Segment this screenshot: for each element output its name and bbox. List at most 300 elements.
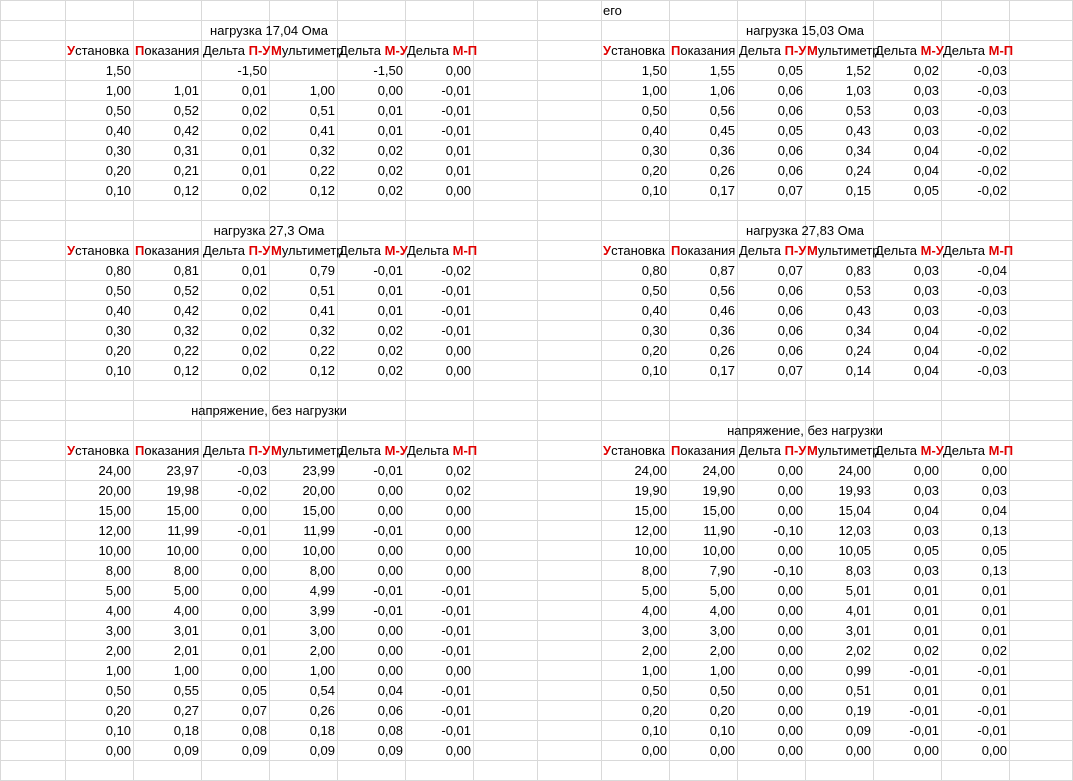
table-cell[interactable]: 0,02 [913, 63, 939, 78]
table-cell[interactable]: -0,01 [373, 263, 403, 278]
table-cell[interactable]: 0,00 [777, 663, 803, 678]
table-cell[interactable]: 0,07 [777, 263, 803, 278]
table-cell[interactable]: 0,40 [641, 303, 667, 318]
table-cell[interactable]: 0,02 [913, 643, 939, 658]
table-cell[interactable]: -0,01 [441, 683, 471, 698]
table-cell[interactable]: -0,02 [977, 343, 1007, 358]
column-header[interactable]: Дельта П-У [203, 243, 271, 258]
table-cell[interactable]: 0,06 [777, 143, 803, 158]
table-cell[interactable]: 0,13 [981, 563, 1007, 578]
column-header[interactable]: Установка [603, 443, 666, 458]
table-cell[interactable]: 24,00 [838, 463, 871, 478]
table-cell[interactable]: -0,10 [773, 563, 803, 578]
table-cell[interactable]: 0,00 [777, 503, 803, 518]
table-cell[interactable]: 0,80 [105, 263, 131, 278]
column-header[interactable]: Установка [603, 243, 666, 258]
table-cell[interactable]: 0,03 [913, 123, 939, 138]
table-cell[interactable]: -0,01 [441, 303, 471, 318]
table-cell[interactable]: 0,03 [913, 303, 939, 318]
table-cell[interactable]: 0,24 [845, 163, 871, 178]
table-cell[interactable]: 0,20 [105, 703, 131, 718]
table-cell[interactable]: 24,00 [702, 463, 735, 478]
table-cell[interactable]: 1,01 [173, 83, 199, 98]
table-cell[interactable]: 0,00 [377, 623, 403, 638]
table-cell[interactable]: 4,00 [709, 603, 735, 618]
table-cell[interactable]: 0,00 [445, 563, 471, 578]
table-cell[interactable]: 0,53 [845, 103, 871, 118]
table-cell[interactable]: 0,02 [377, 323, 403, 338]
table-cell[interactable]: 0,01 [241, 163, 267, 178]
column-header[interactable]: Показания [671, 443, 736, 458]
table-cell[interactable]: 0,00 [241, 663, 267, 678]
table-cell[interactable]: 0,04 [913, 163, 939, 178]
table-cell[interactable]: 0,04 [981, 503, 1007, 518]
table-cell[interactable]: 0,32 [309, 323, 335, 338]
table-cell[interactable]: -0,01 [441, 623, 471, 638]
table-cell[interactable]: 0,03 [913, 83, 939, 98]
table-cell[interactable]: 0,08 [241, 723, 267, 738]
table-cell[interactable]: 10,00 [98, 543, 131, 558]
table-cell[interactable]: 0,26 [309, 703, 335, 718]
table-cell[interactable]: -0,01 [977, 663, 1007, 678]
table-cell[interactable]: 0,22 [309, 343, 335, 358]
table-cell[interactable]: 0,20 [641, 343, 667, 358]
table-cell[interactable]: 20,00 [302, 483, 335, 498]
table-cell[interactable]: 20,00 [98, 483, 131, 498]
table-cell[interactable]: 0,00 [445, 543, 471, 558]
table-cell[interactable]: 4,00 [173, 603, 199, 618]
table-cell[interactable]: 0,02 [241, 363, 267, 378]
table-cell[interactable]: -0,01 [441, 123, 471, 138]
table-cell[interactable]: 0,24 [845, 343, 871, 358]
table-cell[interactable]: 0,00 [777, 463, 803, 478]
table-cell[interactable]: -0,01 [441, 103, 471, 118]
table-cell[interactable]: -0,02 [237, 483, 267, 498]
column-header[interactable]: Дельта П-У [739, 243, 807, 258]
column-header[interactable]: Дельта П-У [203, 43, 271, 58]
table-cell[interactable]: 0,00 [241, 563, 267, 578]
table-cell[interactable]: 10,00 [166, 543, 199, 558]
table-cell[interactable]: 0,02 [241, 283, 267, 298]
table-cell[interactable]: 0,00 [241, 503, 267, 518]
column-header[interactable]: Дельта М-У [339, 43, 408, 58]
column-header[interactable]: Дельта М-У [875, 43, 944, 58]
table-cell[interactable]: -0,01 [441, 603, 471, 618]
table-cell[interactable]: 0,01 [377, 103, 403, 118]
table-cell[interactable]: 5,00 [173, 583, 199, 598]
column-header[interactable]: Установка [67, 443, 130, 458]
table-cell[interactable]: 3,01 [845, 623, 871, 638]
table-cell[interactable]: 0,50 [641, 103, 667, 118]
table-cell[interactable]: 0,02 [377, 183, 403, 198]
table-cell[interactable]: 0,26 [709, 343, 735, 358]
table-cell[interactable]: 0,17 [709, 363, 735, 378]
column-header[interactable]: Мультиметр [807, 43, 880, 58]
table-cell[interactable]: -0,03 [977, 63, 1007, 78]
table-cell[interactable]: 0,13 [981, 523, 1007, 538]
table-cell[interactable]: 3,00 [309, 623, 335, 638]
table-cell[interactable]: 0,19 [845, 703, 871, 718]
table-cell[interactable]: 0,20 [105, 343, 131, 358]
table-cell[interactable]: 0,30 [105, 143, 131, 158]
table-cell[interactable]: 0,02 [445, 483, 471, 498]
table-cell[interactable]: 0,00 [777, 683, 803, 698]
table-cell[interactable]: 0,87 [709, 263, 735, 278]
table-cell[interactable]: -0,03 [977, 363, 1007, 378]
table-cell[interactable]: -0,02 [977, 163, 1007, 178]
table-cell[interactable]: 0,81 [173, 263, 199, 278]
table-cell[interactable]: 0,03 [913, 283, 939, 298]
table-cell[interactable]: 0,09 [173, 743, 199, 758]
table-cell[interactable]: 0,06 [777, 83, 803, 98]
column-header[interactable]: Дельта М-П [943, 243, 1014, 258]
table-cell[interactable]: 2,01 [173, 643, 199, 658]
table-cell[interactable]: 1,50 [105, 63, 131, 78]
table-cell[interactable]: 0,03 [981, 483, 1007, 498]
table-cell[interactable]: 0,00 [913, 463, 939, 478]
table-cell[interactable]: 0,00 [377, 643, 403, 658]
table-cell[interactable]: 0,03 [913, 483, 939, 498]
table-cell[interactable]: 0,00 [777, 643, 803, 658]
table-cell[interactable]: 0,20 [641, 163, 667, 178]
table-cell[interactable]: 0,21 [173, 163, 199, 178]
table-cell[interactable]: 0,22 [173, 343, 199, 358]
table-cell[interactable]: 0,06 [377, 703, 403, 718]
column-header[interactable]: Дельта М-П [407, 43, 478, 58]
table-cell[interactable]: 11,99 [167, 523, 199, 538]
table-cell[interactable]: 19,90 [702, 483, 735, 498]
table-cell[interactable]: 0,04 [913, 143, 939, 158]
column-header[interactable]: Дельта М-У [875, 243, 944, 258]
table-cell[interactable]: 0,03 [913, 263, 939, 278]
column-header[interactable]: Показания [135, 243, 200, 258]
table-cell[interactable]: 8,00 [105, 563, 131, 578]
column-header[interactable]: Мультиметр [271, 243, 344, 258]
table-cell[interactable]: -0,03 [977, 303, 1007, 318]
table-cell[interactable]: 0,02 [241, 343, 267, 358]
table-cell[interactable]: 0,27 [173, 703, 199, 718]
table-cell[interactable]: 0,32 [309, 143, 335, 158]
table-cell[interactable]: 0,06 [777, 163, 803, 178]
table-cell[interactable]: 0,56 [709, 283, 735, 298]
table-cell[interactable]: 0,00 [981, 463, 1007, 478]
table-cell[interactable]: 0,04 [377, 683, 403, 698]
table-cell[interactable]: 3,00 [105, 623, 131, 638]
column-header[interactable]: Дельта М-У [339, 443, 408, 458]
table-cell[interactable]: 0,30 [641, 323, 667, 338]
table-cell[interactable]: 1,52 [845, 63, 871, 78]
column-header[interactable]: Дельта П-У [739, 43, 807, 58]
table-cell[interactable]: 0,02 [241, 183, 267, 198]
table-cell[interactable]: 0,04 [913, 343, 939, 358]
table-cell[interactable]: 4,01 [845, 603, 871, 618]
table-cell[interactable]: 0,10 [105, 363, 131, 378]
table-cell[interactable]: 0,00 [777, 483, 803, 498]
table-cell[interactable]: 0,51 [845, 683, 871, 698]
table-cell[interactable]: 0,99 [845, 663, 871, 678]
table-cell[interactable]: 19,98 [166, 483, 199, 498]
table-cell[interactable]: 0,00 [377, 83, 403, 98]
table-cell[interactable]: 12,00 [98, 523, 131, 538]
column-header[interactable]: Установка [67, 43, 130, 58]
table-cell[interactable]: 1,00 [173, 663, 199, 678]
table-cell[interactable]: 12,03 [838, 523, 871, 538]
table-cell[interactable]: 0,05 [913, 183, 939, 198]
table-cell[interactable]: 2,00 [641, 643, 667, 658]
table-cell[interactable]: 0,01 [241, 83, 267, 98]
table-cell[interactable]: 0,01 [241, 263, 267, 278]
table-cell[interactable]: 5,01 [845, 583, 871, 598]
table-cell[interactable]: 4,00 [641, 603, 667, 618]
table-cell[interactable]: 0,01 [377, 283, 403, 298]
table-cell[interactable]: 0,26 [709, 163, 735, 178]
table-cell[interactable]: -1,50 [373, 63, 403, 78]
table-cell[interactable]: 0,00 [445, 183, 471, 198]
column-header[interactable]: Мультиметр [807, 243, 880, 258]
column-header[interactable]: Показания [671, 243, 736, 258]
table-cell[interactable]: 0,01 [913, 583, 939, 598]
table-cell[interactable]: 0,09 [241, 743, 267, 758]
table-cell[interactable]: 0,01 [377, 123, 403, 138]
table-cell[interactable]: 0,56 [709, 103, 735, 118]
table-cell[interactable]: 0,07 [777, 363, 803, 378]
table-cell[interactable]: 0,07 [241, 703, 267, 718]
column-header[interactable]: Мультиметр [271, 43, 344, 58]
table-cell[interactable]: -0,01 [441, 83, 471, 98]
table-cell[interactable]: -0,01 [441, 323, 471, 338]
table-cell[interactable]: 15,00 [166, 503, 199, 518]
table-cell[interactable]: 0,41 [309, 303, 335, 318]
table-cell[interactable]: 1,00 [105, 663, 131, 678]
table-cell[interactable]: -0,01 [977, 703, 1007, 718]
table-cell[interactable]: 4,00 [105, 603, 131, 618]
table-cell[interactable]: 0,55 [173, 683, 199, 698]
table-cell[interactable]: 24,00 [98, 463, 131, 478]
table-cell[interactable]: 5,00 [641, 583, 667, 598]
table-cell[interactable]: 1,03 [845, 83, 871, 98]
table-cell[interactable]: 0,09 [309, 743, 335, 758]
table-cell[interactable]: -0,02 [977, 323, 1007, 338]
table-cell[interactable]: 0,01 [981, 583, 1007, 598]
column-header[interactable]: Дельта М-У [875, 443, 944, 458]
table-cell[interactable]: 0,00 [377, 503, 403, 518]
table-cell[interactable]: 0,00 [777, 543, 803, 558]
table-cell[interactable]: 0,02 [981, 643, 1007, 658]
table-cell[interactable]: 1,06 [709, 83, 735, 98]
table-cell[interactable]: -0,04 [977, 263, 1007, 278]
table-cell[interactable]: -0,02 [441, 263, 471, 278]
table-cell[interactable]: 0,50 [709, 683, 735, 698]
table-cell[interactable]: 0,52 [173, 283, 199, 298]
table-cell[interactable]: 0,01 [981, 683, 1007, 698]
table-cell[interactable]: 11,99 [303, 523, 335, 538]
table-cell[interactable]: 3,01 [173, 623, 199, 638]
table-cell[interactable]: 0,03 [913, 523, 939, 538]
table-cell[interactable] [133, 61, 201, 81]
table-cell[interactable]: 0,00 [777, 723, 803, 738]
table-cell[interactable]: 15,00 [634, 503, 667, 518]
column-header[interactable]: Дельта М-П [943, 443, 1014, 458]
table-cell[interactable]: 0,00 [445, 63, 471, 78]
table-cell[interactable]: -0,01 [373, 463, 403, 478]
table-cell[interactable]: 0,40 [105, 303, 131, 318]
table-cell[interactable]: 1,50 [641, 63, 667, 78]
table-cell[interactable]: 0,31 [173, 143, 199, 158]
table-cell[interactable]: -0,01 [441, 703, 471, 718]
table-cell[interactable]: -0,02 [977, 123, 1007, 138]
table-cell[interactable]: 0,01 [445, 143, 471, 158]
table-cell[interactable]: 0,22 [309, 163, 335, 178]
table-cell[interactable]: 0,10 [105, 183, 131, 198]
table-cell[interactable] [269, 61, 337, 81]
table-cell[interactable]: 15,00 [98, 503, 131, 518]
table-cell[interactable]: 0,30 [105, 323, 131, 338]
table-cell[interactable]: 0,02 [445, 463, 471, 478]
table-cell[interactable]: 0,10 [709, 723, 735, 738]
table-cell[interactable]: 0,32 [173, 323, 199, 338]
table-cell[interactable]: 0,51 [309, 283, 335, 298]
table-cell[interactable]: 23,99 [302, 463, 335, 478]
table-cell[interactable]: 0,00 [981, 743, 1007, 758]
table-cell[interactable]: 0,10 [105, 723, 131, 738]
table-cell[interactable]: 0,12 [309, 183, 335, 198]
column-header[interactable]: Дельта М-П [943, 43, 1014, 58]
column-header[interactable]: Установка [603, 43, 666, 58]
table-cell[interactable]: 1,00 [309, 83, 335, 98]
table-cell[interactable]: 3,99 [309, 603, 335, 618]
table-cell[interactable]: 0,36 [709, 323, 735, 338]
table-cell[interactable]: -0,01 [441, 583, 471, 598]
table-cell[interactable]: 0,00 [445, 503, 471, 518]
table-cell[interactable]: 0,02 [241, 103, 267, 118]
table-cell[interactable]: 0,00 [445, 343, 471, 358]
table-cell[interactable]: 24,00 [634, 463, 667, 478]
table-cell[interactable]: 15,00 [702, 503, 735, 518]
table-cell[interactable]: 0,01 [241, 623, 267, 638]
table-cell[interactable]: 0,00 [377, 563, 403, 578]
table-cell[interactable]: 0,00 [445, 663, 471, 678]
table-cell[interactable]: 0,00 [105, 743, 131, 758]
table-cell[interactable]: -0,02 [977, 183, 1007, 198]
table-cell[interactable]: 0,30 [641, 143, 667, 158]
table-cell[interactable]: 0,20 [709, 703, 735, 718]
table-cell[interactable]: 0,10 [641, 183, 667, 198]
table-cell[interactable]: -0,10 [773, 523, 803, 538]
table-cell[interactable]: 0,34 [845, 143, 871, 158]
table-cell[interactable]: 0,06 [777, 283, 803, 298]
table-cell[interactable]: 0,00 [377, 663, 403, 678]
column-header[interactable]: Дельта М-П [407, 443, 478, 458]
table-cell[interactable]: 0,09 [845, 723, 871, 738]
table-cell[interactable]: 0,05 [981, 543, 1007, 558]
table-cell[interactable]: 0,00 [709, 743, 735, 758]
table-cell[interactable]: 4,99 [309, 583, 335, 598]
table-cell[interactable]: 0,00 [777, 603, 803, 618]
table-cell[interactable]: -0,01 [441, 283, 471, 298]
column-header[interactable]: Установка [67, 243, 130, 258]
table-cell[interactable]: 0,06 [777, 103, 803, 118]
table-cell[interactable]: -0,03 [977, 283, 1007, 298]
column-header[interactable]: Мультиметр [807, 443, 880, 458]
table-cell[interactable]: 2,00 [105, 643, 131, 658]
table-cell[interactable]: 7,90 [709, 563, 735, 578]
table-cell[interactable]: 0,01 [445, 163, 471, 178]
table-cell[interactable]: 0,52 [173, 103, 199, 118]
column-header[interactable]: Показания [671, 43, 736, 58]
table-cell[interactable]: 0,43 [845, 303, 871, 318]
table-cell[interactable]: -0,01 [373, 523, 403, 538]
table-cell[interactable]: 8,00 [641, 563, 667, 578]
table-cell[interactable]: 10,00 [634, 543, 667, 558]
table-cell[interactable]: 5,00 [709, 583, 735, 598]
table-cell[interactable]: 0,06 [777, 323, 803, 338]
table-cell[interactable]: 0,79 [309, 263, 335, 278]
table-cell[interactable]: 0,03 [913, 563, 939, 578]
table-cell[interactable]: 2,02 [845, 643, 871, 658]
table-cell[interactable]: 0,42 [173, 123, 199, 138]
table-cell[interactable]: 0,02 [377, 163, 403, 178]
table-cell[interactable]: -0,01 [909, 663, 939, 678]
table-cell[interactable]: 0,04 [913, 363, 939, 378]
table-cell[interactable]: -0,01 [441, 723, 471, 738]
table-cell[interactable]: -0,03 [237, 463, 267, 478]
table-cell[interactable]: 0,00 [241, 583, 267, 598]
table-cell[interactable]: 0,01 [241, 643, 267, 658]
table-cell[interactable]: 0,17 [709, 183, 735, 198]
column-header[interactable]: Дельта М-П [407, 243, 478, 258]
table-cell[interactable]: 0,00 [777, 623, 803, 638]
table-cell[interactable]: -0,01 [237, 523, 267, 538]
table-cell[interactable]: 0,00 [845, 743, 871, 758]
table-cell[interactable]: 0,40 [105, 123, 131, 138]
table-cell[interactable]: 0,36 [709, 143, 735, 158]
table-cell[interactable]: 0,50 [105, 283, 131, 298]
table-cell[interactable]: -0,01 [909, 723, 939, 738]
table-cell[interactable]: 0,01 [913, 623, 939, 638]
table-cell[interactable]: 1,00 [641, 83, 667, 98]
table-cell[interactable]: -0,03 [977, 83, 1007, 98]
table-cell[interactable]: 0,20 [641, 703, 667, 718]
table-cell[interactable]: 0,42 [173, 303, 199, 318]
table-cell[interactable]: 0,80 [641, 263, 667, 278]
column-header[interactable]: Дельта М-У [339, 243, 408, 258]
column-header[interactable]: Показания [135, 43, 200, 58]
table-cell[interactable]: 0,00 [777, 703, 803, 718]
table-cell[interactable]: 1,00 [641, 663, 667, 678]
table-cell[interactable]: 0,03 [913, 103, 939, 118]
table-cell[interactable]: 0,00 [445, 523, 471, 538]
table-cell[interactable]: 0,15 [845, 183, 871, 198]
table-cell[interactable]: 3,00 [709, 623, 735, 638]
table-cell[interactable]: 0,01 [913, 683, 939, 698]
table-cell[interactable]: 0,18 [173, 723, 199, 738]
table-cell[interactable]: 0,50 [105, 103, 131, 118]
table-cell[interactable]: 0,14 [845, 363, 871, 378]
table-cell[interactable]: 1,55 [709, 63, 735, 78]
table-cell[interactable]: 0,04 [913, 323, 939, 338]
table-cell[interactable]: 2,00 [309, 643, 335, 658]
table-cell[interactable]: 0,51 [309, 103, 335, 118]
table-cell[interactable]: 0,06 [777, 343, 803, 358]
table-cell[interactable]: 0,01 [377, 303, 403, 318]
table-cell[interactable]: 12,00 [634, 523, 667, 538]
table-cell[interactable]: 0,00 [641, 743, 667, 758]
table-cell[interactable]: 0,54 [309, 683, 335, 698]
table-cell[interactable]: 3,00 [641, 623, 667, 638]
table-cell[interactable]: 0,50 [641, 683, 667, 698]
corner-cell[interactable]: его [603, 3, 622, 18]
table-cell[interactable]: 0,10 [641, 363, 667, 378]
